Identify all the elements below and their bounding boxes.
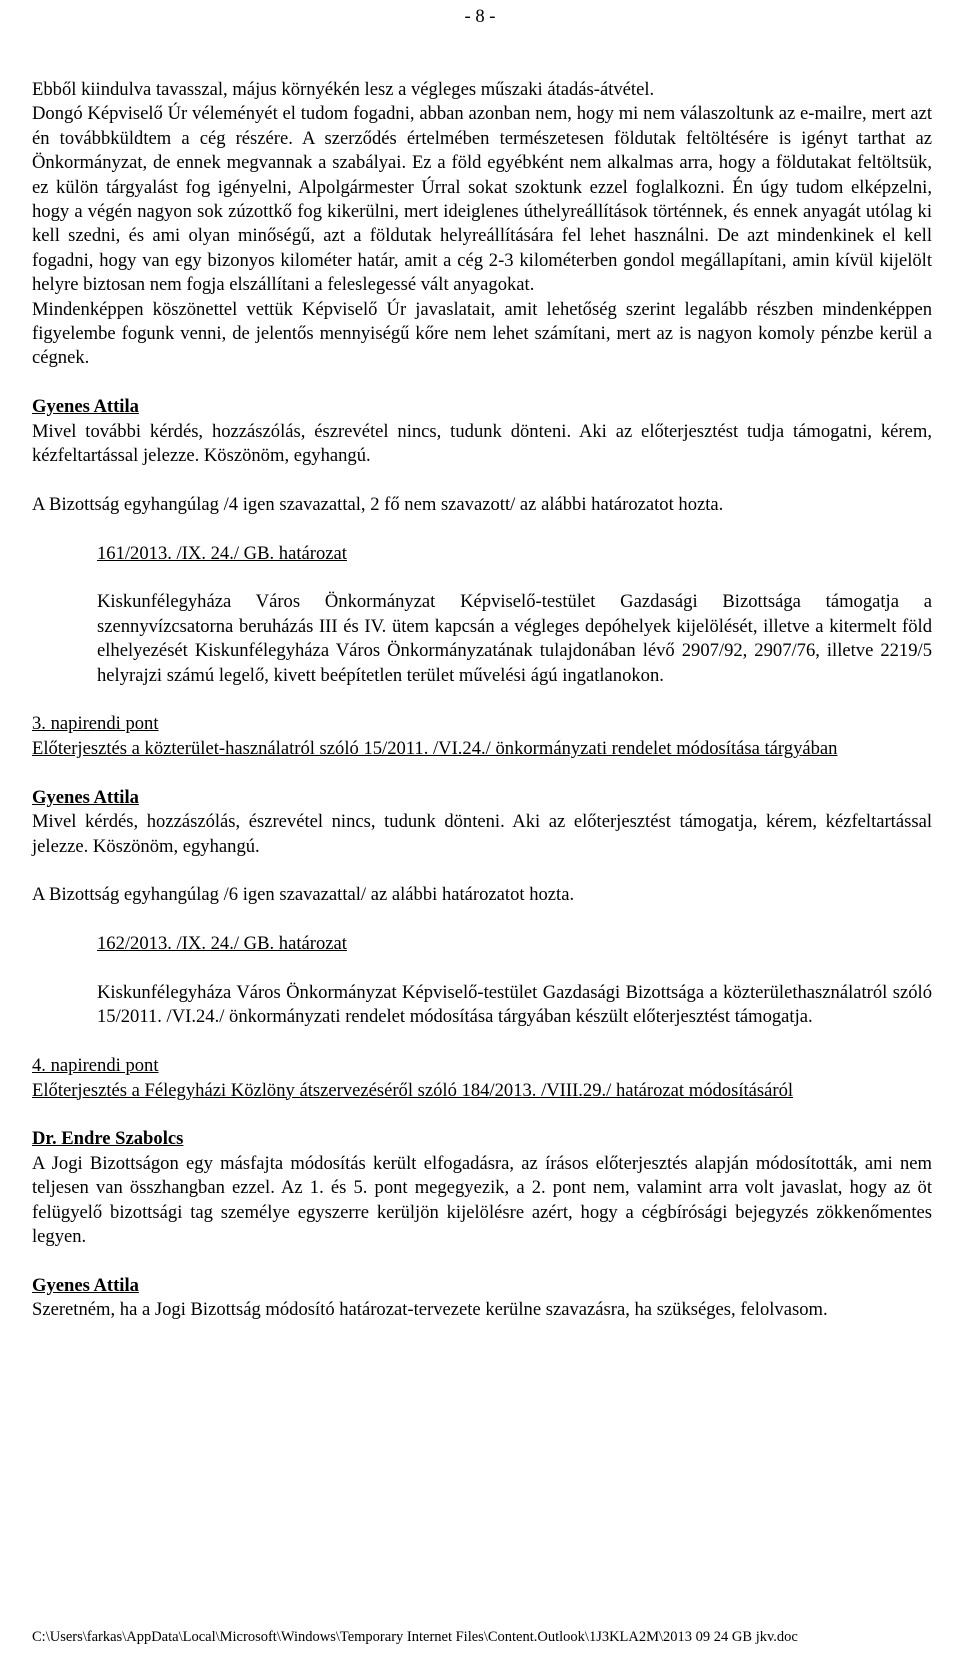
resolution-title: 161/2013. /IX. 24./ GB. határozat: [97, 542, 347, 564]
agenda-item-label: 4. napirendi pont: [32, 1055, 159, 1077]
resolution-title: 162/2013. /IX. 24./ GB. határozat: [97, 933, 347, 955]
paragraph: A Bizottság egyhangúlag /6 igen szavazattal/ az alábbi határozatot hozta.: [32, 884, 575, 906]
paragraph: Ebből kiindulva tavasszal, május környékén lesz a végleges műszaki átadás-átvétel.: [32, 79, 655, 100]
file-path-footer: C:\Users\farkas\AppData\Local\Microsoft\Windows\Temporary Internet Files\Content.Outlook\1J3KLA2M\2013 09 24 GB jkv.doc: [32, 1629, 798, 1645]
speaker-name: Dr. Endre Szabolcs: [32, 1128, 184, 1150]
paragraph: Mindenképpen köszönettel vettük Képviselő Úr javaslatait, amit lehetőség szerint legalább részben mindenképpen figyelembe fogunk venni, de jelentős mennyiségű kőre nem lehet számítani, mert az is nagyon komoly pénzbe kerül a cégnek.: [32, 298, 932, 369]
resolution-text: Kiskunfélegyháza Város Önkormányzat Képviselő-testület Gazdasági Bizottsága a közterülethasználatról szóló 15/2011. /VI.24./ önkormányzati rendelet módosítása tárgyában készült előterjesztést támogatja.: [97, 981, 932, 1028]
speaker-name: Gyenes Attila: [32, 1274, 139, 1296]
speaker-name: Gyenes Attila: [32, 786, 139, 808]
paragraph: Szeretném, ha a Jogi Bizottság módosító határozat-tervezete kerülne szavazásra, ha szükséges, felolvasom.: [32, 1299, 828, 1321]
paragraph: A Bizottság egyhangúlag /4 igen szavazattal, 2 fő nem szavazott/ az alábbi határozatot hozta.: [32, 493, 724, 515]
speaker-name: Gyenes Attila: [32, 396, 139, 418]
document-body: [32, 78, 932, 1323]
paragraph: Mivel további kérdés, hozzászólás, észrevétel nincs, tudunk dönteni. Aki az előterjesztést tudja támogatni, kérem, kézfeltartással jelezze. Köszönöm, egyhangú.: [32, 420, 932, 467]
paragraph: A Jogi Bizottságon egy másfajta módosítás került elfogadásra, az írásos előterjesztés alapján módosították, ami nem teljesen van összhangban ezzel. Az 1. és 5. pont megegyezik, a 2. pont nem, valamint arra volt javaslat, hogy az öt felügyelő bizottsági tag személye egyszerre kerüljön kijelölésre azért, hogy a cégbírósági bejegyzés zökkenőmentes legyen.: [32, 1152, 932, 1247]
agenda-item-label: 3. napirendi pont: [32, 713, 159, 735]
resolution-text: Kiskunfélegyháza Város Önkormányzat Képviselő-testület Gazdasági Bizottsága támogatja a szennyvízcsatorna beruházás III és IV. ütem kapcsán a végleges depóhelyek kijelölését, illetve a kitermelt föld elhelyezését Kiskunfélegyháza Város Önkormányzatának tulajdonában lévő 2907/92, 2907/76, illetve 2219/5 helyrajzi számú legelő, kivett beépítetlen terület művelési ágú ingatlanokon.: [97, 591, 932, 686]
paragraph: Dongó Képviselő Úr véleményét el tudom fogadni, abban azonban nem, hogy mi nem válaszoltunk az e-mailre, mert azt én továbbküldtem a cég részére. A szerződés értelmében természetesen földutak feltöltésére is igényt tarthat az Önkormányzat, de ennek megvannak a szabályai. Ez a föld egyébként nem alkalmas arra, hogy a földutakat feltöltsük, ez külön tárgyalást fog igényelni, Alpolgármester Úrral sokat szoktunk ezzel foglalkozni. Én úgy tudom elképzelni, hogy a végén nagyon sok zúzottkő fog kikerülni, mert ideiglenes úthelyreállítások történnek, és ennek anyagát utólag ki kell szedni, és ami olyan minőségű, azt a földutak helyreállítására fel lehet használni. De azt mindenkinek el kell fogadni, hogy van egy bizonyos kilométer határ, amit a cég 2-3 kilométerben gondol megállapítani, amin kívül kijelölt helyre biztosan nem fogja elszállítani a feleslegessé vált anyagokat.: [32, 103, 932, 296]
paragraph: Mivel kérdés, hozzászólás, észrevétel nincs, tudunk dönteni. Aki az előterjesztést támogatja, kérem, kézfeltartással jelezze. Köszönöm, egyhangú.: [32, 811, 932, 857]
page-number: - 8 -: [464, 6, 496, 27]
agenda-item-title: Előterjesztés a Félegyházi Közlöny átszervezéséről szóló 184/2013. /VIII.29./ határozat módosításáról: [32, 1079, 794, 1101]
agenda-item-title: Előterjesztés a közterület-használatról szóló 15/2011. /VI.24./ önkormányzati rendelet módosítása tárgyában: [32, 737, 838, 759]
